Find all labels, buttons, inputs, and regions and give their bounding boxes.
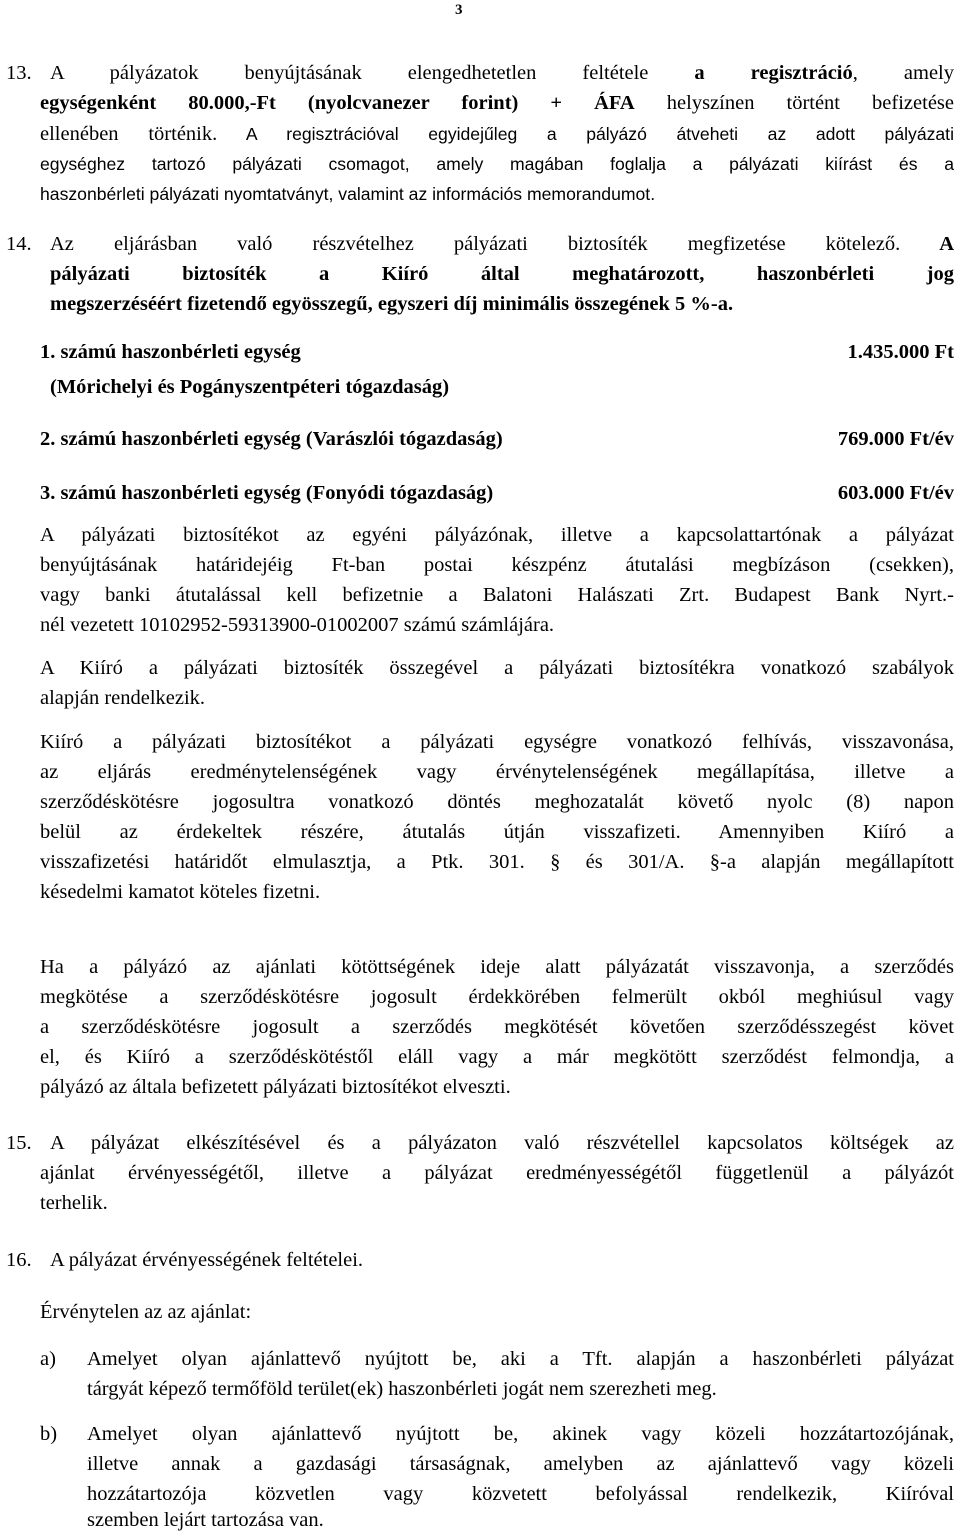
paragraph-line: A Kiíró a pályázati biztosíték összegével a pályázati biztosítékra vonatkozó szabályok [40, 657, 954, 679]
unit-1-sublabel: (Mórichelyi és Pogányszentpéteri tógazdaság) [50, 376, 450, 398]
paragraph-line: haszonbérleti pályázati nyomtatványt, valamint az információs memorandumot. [40, 184, 656, 204]
paragraph-line: illetve annak a gazdasági társaságnak, amelyben az ajánlattevő vagy közeli [87, 1453, 954, 1475]
paragraph-line: hozzátartozója közvetlen vagy közvetett befolyással rendelkezik, Kiíróval [87, 1483, 954, 1505]
list-item-marker: a) [40, 1348, 56, 1370]
section-15-number: 15. [6, 1132, 32, 1154]
unit-2-amount: 769.000 Ft/év [837, 428, 954, 450]
paragraph-line: tárgyát képező termőföld terület(ek) haszonbérleti jogát nem szerezheti meg. [87, 1378, 717, 1400]
paragraph-line: szerződéskötésre jogosultra vonatkozó döntés meghozatalát követő nyolc (8) napon [40, 791, 954, 813]
paragraph-line: ellenében történik. A regisztrációval egyidejűleg a pályázó átveheti az adott pályázati [40, 123, 954, 145]
paragraph-line: megszerzéséért fizetendő egyösszegű, egyszeri díj minimális összegének 5 %-a. [50, 293, 734, 315]
unit-1-label: 1. számú haszonbérleti egység [40, 341, 301, 363]
paragraph-line: egységenként 80.000,-Ft (nyolcvanezer forint) + ÁFA helyszínen történt befizetése [40, 92, 954, 114]
paragraph-line: el, és Kiíró a szerződéskötéstől eláll vagy a már megkötött szerződést felmondja, a [40, 1046, 954, 1068]
paragraph-line: a szerződéskötésre jogosult a szerződés megkötését követően szerződésszegést követ [40, 1016, 954, 1038]
unit-3-label: 3. számú haszonbérleti egység (Fonyódi tógazdaság) [40, 482, 494, 504]
invalid-offers-heading: Érvénytelen az az ajánlat: [40, 1301, 252, 1323]
list-item-marker: b) [40, 1423, 58, 1445]
paragraph-line: visszafizetési határidőt elmulasztja, a Ptk. 301. § és 301/A. §-a alapján megállapított [40, 851, 954, 873]
section-14-number: 14. [6, 233, 32, 255]
paragraph-line: vagy banki átutalással kell befizetnie a Balatoni Halászati Zrt. Budapest Bank Nyrt.- [40, 584, 954, 606]
paragraph-line: Ha a pályázó az ajánlati kötöttségének ideje alatt pályázatát visszavonja, a szerződés [40, 956, 954, 978]
paragraph-line: késedelmi kamatot köteles fizetni. [40, 881, 321, 903]
section-16-number: 16. [6, 1249, 32, 1271]
page-number: 3 [455, 2, 463, 18]
paragraph-line: A pályázati biztosítékot az egyéni pályázónak, illetve a kapcsolattartónak a pályázat [40, 524, 954, 546]
paragraph-line: megkötése a szerződéskötésre jogosult érdekkörében felmerült okból meghiúsul vagy [40, 986, 954, 1008]
paragraph-line: nél vezetett 10102952-59313900-01002007 számú számlájára. [40, 614, 555, 636]
paragraph-line: A pályázat elkészítésével és a pályázaton való részvétellel kapcsolatos költségek az [50, 1132, 954, 1154]
paragraph-line: egységhez tartozó pályázati csomagot, amely magában foglalja a pályázati kiírást és a [40, 154, 954, 174]
paragraph-line: benyújtásának határidejéig Ft-ban postai készpénz átutalási megbízáson (csekken), [40, 554, 954, 576]
paragraph-line: belül az érdekeltek részére, átutalás útján visszafizeti. Amennyiben Kiíró a [40, 821, 954, 843]
paragraph-line: az eljárás eredménytelenségének vagy érvénytelenségének megállapítása, illetve a [40, 761, 954, 783]
paragraph-line: pályázati biztosíték a Kiíró által meghatározott, haszonbérleti jog [50, 263, 954, 285]
paragraph-line: A pályázatok benyújtásának elengedhetetlen feltétele a regisztráció, amely [50, 62, 954, 84]
paragraph-line: alapján rendelkezik. [40, 687, 206, 709]
paragraph-line: Az eljárásban való részvételhez pályázati biztosíték megfizetése kötelező. A [50, 233, 954, 255]
unit-3-amount: 603.000 Ft/év [837, 482, 954, 504]
paragraph-line: Amelyet olyan ajánlattevő nyújtott be, aki a Tft. alapján a haszonbérleti pályázat [87, 1348, 954, 1370]
paragraph-line: ajánlat érvényességétől, illetve a pályázat eredményességétől függetlenül a pályázót [40, 1162, 954, 1184]
paragraph-line: pályázó az általa befizetett pályázati biztosítékot elveszti. [40, 1076, 511, 1098]
paragraph-line: szemben lejárt tartozása van. [87, 1509, 324, 1531]
unit-2-label: 2. számú haszonbérleti egység (Varászlói tógazdaság) [40, 428, 503, 450]
section-13-number: 13. [6, 62, 32, 84]
unit-1-amount: 1.435.000 Ft [847, 341, 954, 363]
section-16-title: A pályázat érvényességének feltételei. [50, 1249, 364, 1271]
paragraph-line: Amelyet olyan ajánlattevő nyújtott be, akinek vagy közeli hozzátartozójának, [87, 1423, 954, 1445]
paragraph-line: Kiíró a pályázati biztosítékot a pályázati egységre vonatkozó felhívás, visszavonása, [40, 731, 954, 753]
paragraph-line: terhelik. [40, 1192, 108, 1214]
